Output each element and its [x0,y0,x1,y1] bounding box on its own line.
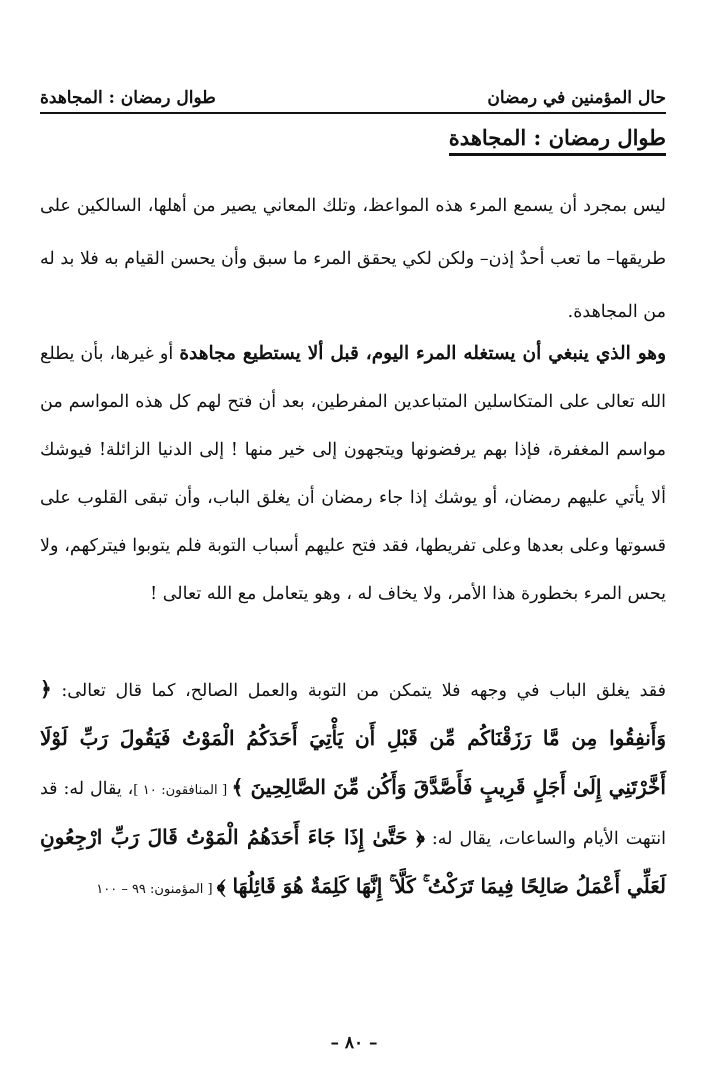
quran-verse-1: ﴿ وَأَنفِقُوا مِن مَّا رَزَقْنَاكُم مِّن قَبْلِ أَن يَأْتِيَ أَحَدَكُمُ الْمَوْتُ فَيَقُولَ رَبِّ لَوْلَا أَخَّرْتَنِي إِلَىٰ أَجَلٍ قَرِيبٍ فَأَصَّدَّقَ وَأَكُن مِّنَ الصَّالِحِينَ ﴾ [40,677,666,799]
paragraph-3 [40,666,666,913]
paragraph-3-middle: ، يقال له: قد انتهت الأيام والساعات، يقال له: [40,779,666,849]
paragraph-1: ليس بمجرد أن يسمع المرء هذه المواعظ، وتلك المعاني يصير من أهلها، السالكين على طريقها– ما تعب أحدٌ إذن– ولكن لكي يحقق المرء ما سبق وأن يحسن القيام به فلا بد له من المجاهدة. [40,196,666,322]
page-number: – ٨٠ – [330,1033,378,1053]
quran-verse-2: ﴿ حَتَّىٰ إِذَا جَاءَ أَحَدَهُمُ الْمَوْتُ قَالَ رَبِّ ارْجِعُونِ لَعَلِّي أَعْمَلُ صَالِحًا فِيمَا تَرَكْتُ ۚ كَلَّا ۚ إِنَّهَا كَلِمَةٌ هُوَ قَائِلُهَا ﴾ [40,825,666,898]
book-title: حال المؤمنين في رمضان [487,88,666,108]
paragraph-2-bold-lead: وهو الذي ينبغي أن يستغله المرء اليوم، قبل ألا يستطيع مجاهدة [179,343,666,364]
chapter-title: طوال رمضان : المجاهدة [40,88,216,108]
verse-reference-1: [ المنافقون: ١٠ ] [133,783,232,798]
paragraph-2 [40,330,666,618]
paragraph-3-intro: فقد يغلق الباب في وجهه فلا يتمكن من التوبة والعمل الصالح، كما قال تعالى: [51,681,666,701]
verse-reference-2: [ المؤمنون: ٩٩ – ١٠٠ [96,882,217,897]
section-title: طوال رمضان : المجاهدة [449,124,666,156]
paragraph-2-text: أو غيرها، بأن يطلع الله تعالى على المتكاسلين المتباعدين المفرطين، بعد أن فتح لهم كل هذه المواسم من مواسم المغفرة، فإذا بهم يرفضونها ويتجهون إلى خير منها ! إلى الدنيا الزائلة! فيوشك ألا يأتي عليهم رمضان، أو يوشك إذا جاء رمضان أن يغلق الباب، وأن تبقى القلوب على قسوتها وعلى بعدها وعلى تفريطها، فقد فتح عليهم أسباب التوبة فلم يتوبوا فيتركهم، ولا يحس المرء بخطورة هذا الأمر، ولا يخاف له ، وهو يتعامل مع الله تعالى ! [40,344,666,604]
running-header [40,86,666,114]
